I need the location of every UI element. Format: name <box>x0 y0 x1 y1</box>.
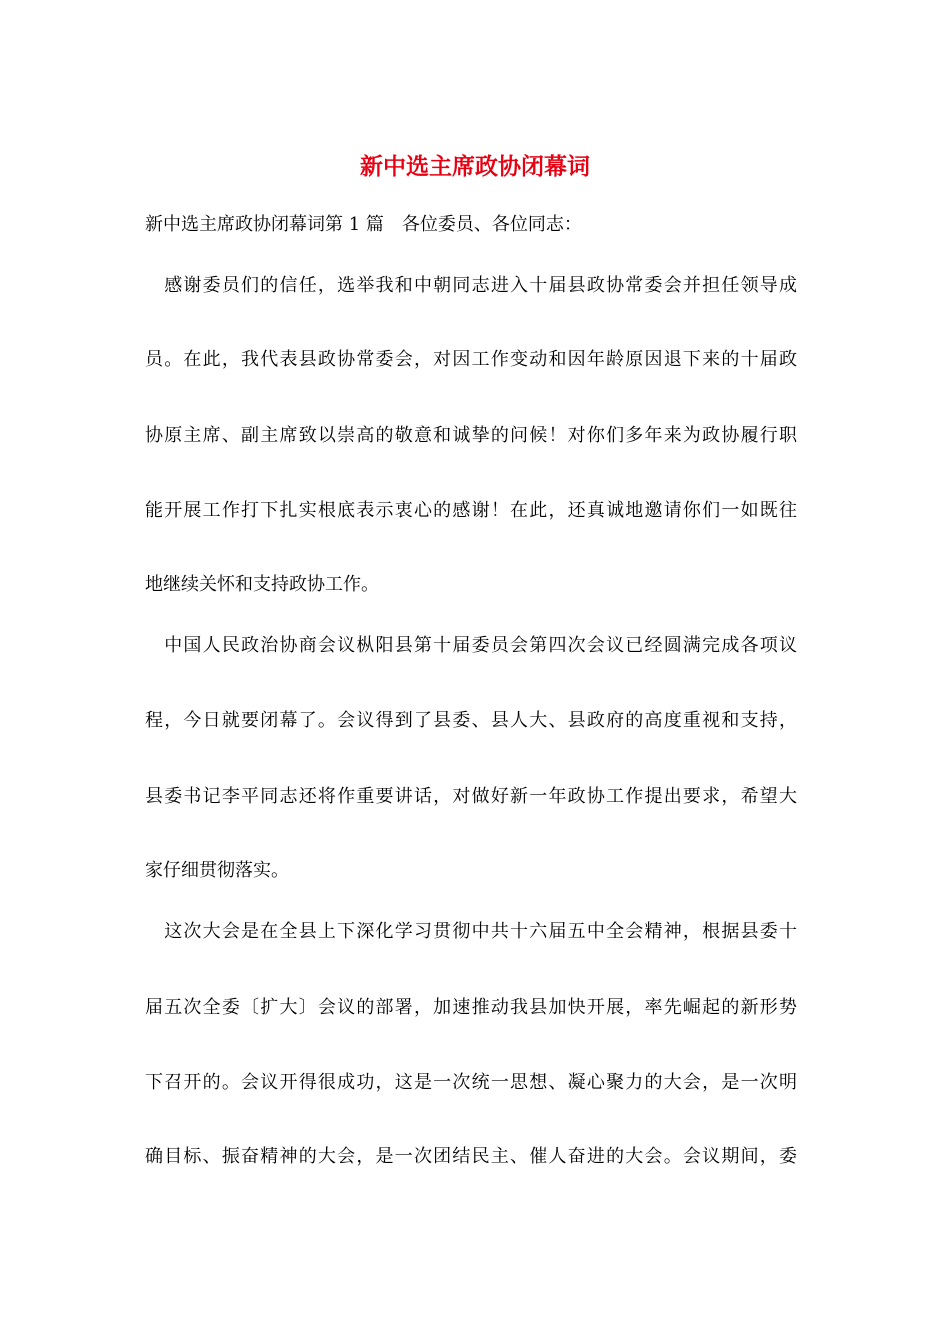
paragraph-3-line-1: 这次大会是在全县上下深化学习贯彻中共十六届五中全会精神，根据县委十 <box>145 921 797 942</box>
paragraph-1-line-1: 感谢委员们的信任，选举我和中朝同志进入十届县政协常委会并担任领导成 <box>145 275 797 296</box>
paragraph-1-line-3: 协原主席、副主席致以崇高的敬意和诚挚的问候！对你们多年来为政协履行职 <box>145 425 797 446</box>
paragraph-2-line-2: 程，今日就要闭幕了。会议得到了县委、县人大、县政府的高度重视和支持， <box>145 710 797 731</box>
paragraph-2-line-1: 中国人民政治协商会议枞阳县第十届委员会第四次会议已经圆满完成各项议 <box>145 635 797 656</box>
intro-line: 新中选主席政协闭幕词第 1 篇 各位委员、各位同志： <box>145 214 582 235</box>
document-title: 新中选主席政协闭幕词 <box>360 153 590 180</box>
paragraph-3-line-2: 届五次全委〔扩大〕会议的部署，加速推动我县加快开展，率先崛起的新形势 <box>145 997 797 1018</box>
paragraph-2-line-3: 县委书记李平同志还将作重要讲话，对做好新一年政协工作提出要求，希望大 <box>145 786 797 807</box>
paragraph-1-line-2: 员。在此，我代表县政协常委会，对因工作变动和因年龄原因退下来的十届政 <box>145 349 797 370</box>
paragraph-3-line-4: 确目标、振奋精神的大会，是一次团结民主、催人奋进的大会。会议期间，委 <box>145 1146 797 1167</box>
paragraph-3-line-3: 下召开的。会议开得很成功，这是一次统一思想、凝心聚力的大会，是一次明 <box>145 1072 797 1093</box>
paragraph-2-line-4: 家仔细贯彻落实。 <box>145 860 289 881</box>
paragraph-1-line-4: 能开展工作打下扎实根底表示衷心的感谢！在此，还真诚地邀请你们一如既往 <box>145 500 797 521</box>
paragraph-1-line-5: 地继续关怀和支持政协工作。 <box>145 574 379 595</box>
